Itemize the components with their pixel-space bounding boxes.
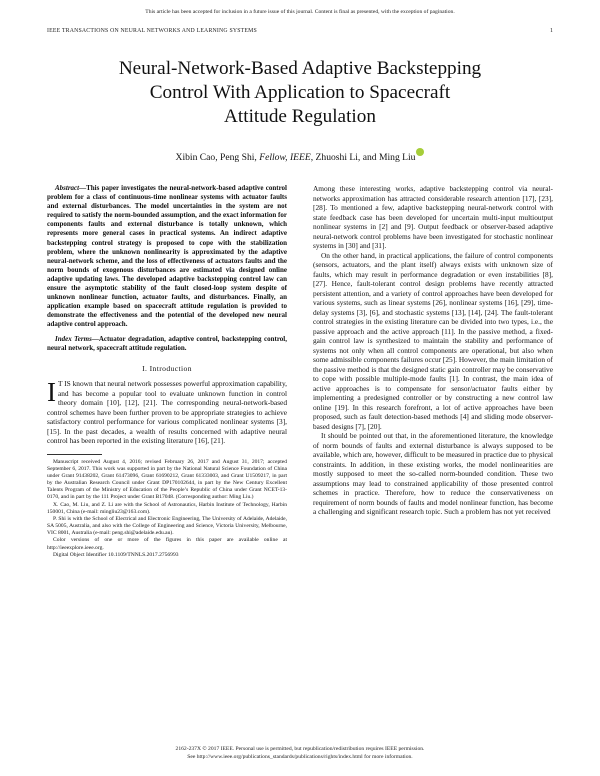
- abstract: [47, 184, 287, 330]
- left-column: [47, 184, 287, 559]
- body-paragraph: It should be pointed out that, in the aforementioned literature, the knowledge of norm bounds of faults and external disturbance is always supposed to be available, which are, however, difficult to be measured in practice due to physical constraints. In addition, in these existing works, the model nonlinearities are mostly supposed to meet the so-called norm-bounded condition. These two assumptions may lead to constrained applicability of those presented control schemes in practice. Therefore, how to reduce the conservativeness on requirement of norm bounds of faults and model nonlinear function, has become a challenging and significant research topic. Such a problem has not yet received: [313, 431, 553, 516]
- section-heading: I. Introduction: [142, 363, 192, 373]
- intro-text: T IS known that neural network possesses powerful approximation capability, and has become a popular tool to evaluate unknown function in control theory domain [10], [12], [21]. The corresponding neural-network-based control schemes have been further proven to be appropriate strategies to achieve satisfactory control performance for various complicated nonlinear systems [3], [15]. In the past decades, a wealth of results concerned with adaptive neural control has been reported in the existing literature [16], [21].: [47, 379, 287, 446]
- footnotes: [47, 459, 287, 559]
- paper-title: [40, 57, 560, 129]
- footnote-affiliation: P. Shi is with the School of Electrical and Electronic Engineering, The University of Adelaide, Adelaide, SA 5005, Australia, and also with the College of Engineering and Science, Victoria University, Melbourne, VIC 8001, Australia (e-mail: peng.shi@adelaide.edu.au).: [47, 515, 287, 537]
- footnote-color: Color versions of one or more of the figures in this paper are available online at http://ieeexplore.ieee.org.: [47, 537, 287, 551]
- index-terms: [47, 335, 287, 353]
- author-role: Fellow, IEEE: [259, 152, 311, 164]
- author-names-rest: , Zhuoshi Li, and Ming Liu: [310, 152, 416, 164]
- footnote-affiliation: X. Cao, M. Liu, and Z. Li are with the School of Astronautics, Harbin Institute of Technology, Harbin 150001, China (e-mail: mingliu23@163.com).: [47, 501, 287, 515]
- footnote-divider: [47, 454, 102, 455]
- body-paragraph: On the other hand, in practical applications, the failure of control components (sensors, actuators, and the plant itself) always exists with unknown size of faults, which may result in performance degradation or even instabilities [8], [27]. Hence, fault-tolerant control design problems have recently attracted persistent attention, and a variety of control approaches have been developed for various systems, such as linear systems [26], nonlinear systems [16], [29], time-delay systems [3], [6], and stochastic systems [13], [14], [24]. The fault-tolerant control strategies in the existing literature can be divided into two types, i.e., the passive approach and the active approach [11]. In the passive method, a fixed-gain control law is synthesized to maintain the stability and performance of systems not only when all control components are operational, but also when some admissible components failures occur [25]. However, the main limitation of the passive method is that the designed static gain controller may be conservative to cope with possible multiple-mode faults [1]. In contrast, the main idea of active approaches is to compensate for sensor/actuator faults either by implementing a predesigned controller or by constructing a new control law online [19]. In this research forefront, a lot of active approaches have been proposed, such as fault detection-based methods [4] and sliding mode observer-based designs [7], [20].: [313, 250, 553, 431]
- drop-cap: I: [47, 377, 56, 408]
- orcid-icon[interactable]: [416, 148, 424, 156]
- author-list: [40, 148, 560, 163]
- acceptance-notice: This article has been accepted for inclusion in a future issue of this journal. Content is final as presented, with the exception of pagination.: [145, 9, 455, 15]
- copyright-footer: [0, 746, 600, 761]
- title-line: Neural-Network-Based Adaptive Backstepping: [118, 58, 482, 79]
- footnote-manuscript: Manuscript received August 4, 2016; revised February 26, 2017 and August 31, 2017; accepted September 6, 2017. This work was supported in part by the National Natural Science Foundation of China under Grant 91438202, Grant 61473096, Grant 61690212, Grant 61333003, and Grant U1509217, in part by the Australian Research Council under Grant DP170102644, in part by the New Century Excellent Talents Program of the Ministry of Education of the People’s Republic of China under Grant NCET-13-0170, and in part by the 111 Project under Grant B17048. (Corresponding author: Ming Liu.): [47, 458, 287, 501]
- copyright-line: 2162-237X © 2017 IEEE. Personal use is permitted, but republication/redistribution requires IEEE permission.: [175, 746, 425, 752]
- running-head: IEEE TRANSACTIONS ON NEURAL NETWORKS AND LEARNING SYSTEMS: [47, 28, 257, 34]
- abstract-lead: Abstract: [55, 184, 80, 192]
- right-column: [313, 184, 553, 517]
- index-terms-lead: Index Terms: [55, 334, 92, 343]
- index-terms-text: —Actuator degradation, adaptive control, backstepping control, neural network, spacecraft attitude regulation.: [47, 334, 288, 352]
- page-number: 1: [550, 28, 553, 34]
- title-line: Attitude Regulation: [224, 106, 376, 127]
- title-line: Control With Application to Spacecraft: [149, 82, 451, 103]
- body-paragraph: Among these interesting works, adaptive backstepping control via neural-networks approximation has attracted considerable research attention [17], [23], [28]. To mentioned a few, adaptive backstepping neural-network control with state feedback case has been developed for uncertain multi-input multioutput nonlinear systems in [2] and [9]. Output feedback or observer-based adaptive neural-network control problems have been investigated for stochastic nonlinear systems in [30] and [31].: [313, 184, 553, 250]
- footnote-doi: Digital Object Identifier 10.1109/TNNLS.2017.2756993: [53, 551, 179, 558]
- introduction: [47, 379, 287, 446]
- abstract-text: —This paper investigates the neural-network-based adaptive control problem for a class of continuous-time nonlinear systems with actuator faults and external disturbances. The model uncertainties in the system are not required to satisfy the norm-bounded assumption, and the exact information for components faults and external disturbance is totally unknown, which represents more general cases in practical systems. An indirect adaptive backstepping control strategy is proposed to cope with the stabilization problem, where the unknown nonlinearity is approximated by the adaptive neural-network scheme, and the loss of effectiveness of actuators faults and the norm bounds of exogenous disturbances are estimated via designed online adaptive updating laws. The developed adaptive backstepping control law can ensure the asymptotic stability of the fault closed-loop system despite of unknown nonlinear function, actuator faults, and disturbances. Finally, an application example based on spacecraft attitude regulation is provided to demonstrate the effectiveness and the potential of the developed new neural adaptive control approach.: [47, 184, 287, 329]
- author-names: Xibin Cao, Peng Shi,: [175, 152, 257, 164]
- intro-paragraph: [47, 379, 287, 446]
- rights-link[interactable]: See http://www.ieee.org/publications_standards/publications/rights/index.html for more information.: [187, 753, 413, 760]
